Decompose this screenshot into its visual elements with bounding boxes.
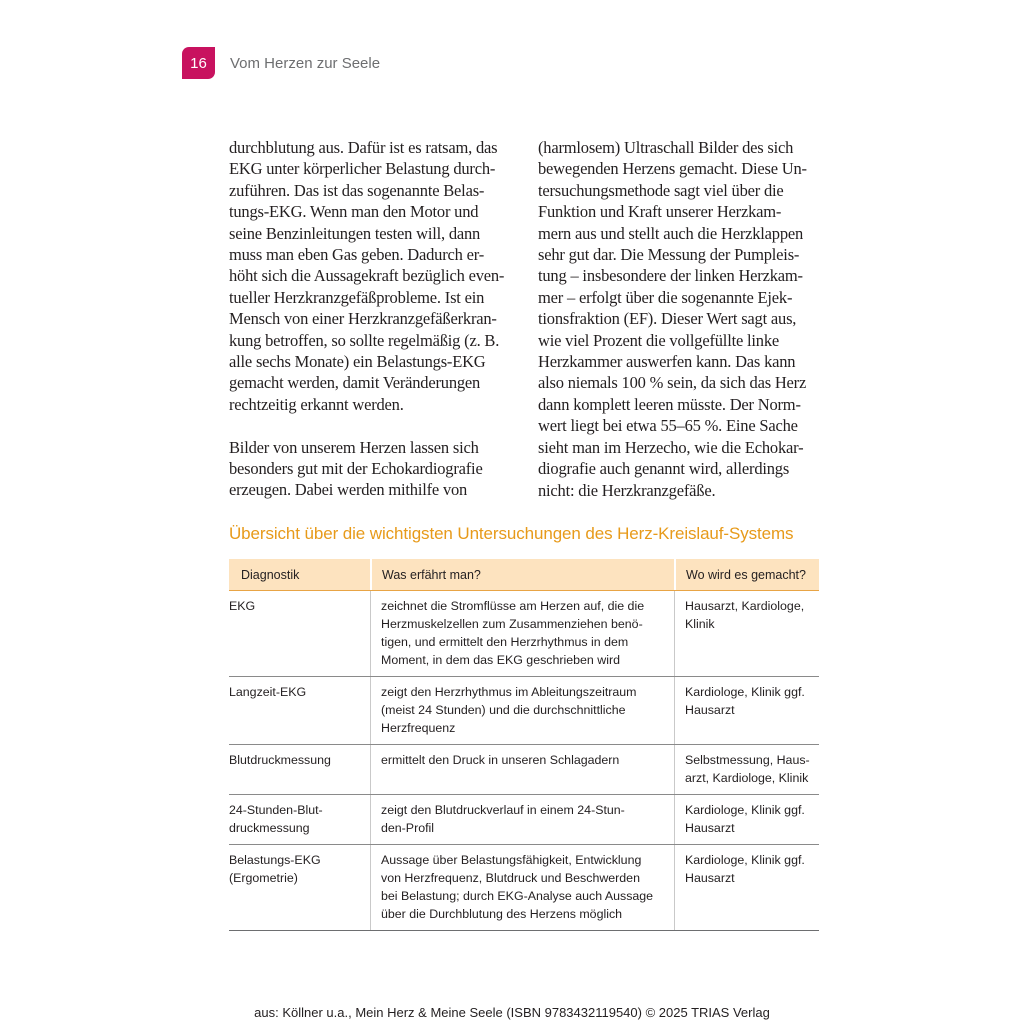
cell-wo-wird-es-gemacht — [674, 745, 819, 794]
text-line: wie viel Prozent die vollgefüllte linke — [538, 330, 780, 350]
cell-line: Kardiologe, Klinik ggf. — [685, 853, 805, 867]
cell-line: Blutdruckmessung — [229, 753, 331, 767]
cell-diagnostik — [229, 677, 370, 744]
cell-line: bei Belastung; durch EKG-Analyse auch Aussage — [381, 889, 654, 903]
text-line: tionsfraktion (EF). Dieser Wert sagt aus, — [538, 309, 797, 329]
text-line: dann komplett leeren müsste. Der Norm- — [538, 394, 801, 414]
header-was-erfaehrt-man: Was erfährt man? — [370, 559, 674, 590]
cell-line: tigen, und ermittelt den Herzrhythmus in dem — [381, 635, 629, 649]
cell-was-erfaehrt-man — [370, 591, 674, 676]
text-line: Funktion und Kraft unserer Herzkam- — [538, 202, 782, 222]
cell-line: druckmessung — [229, 821, 310, 835]
text-line: durchblutung aus. Dafür ist es ratsam, das — [229, 138, 498, 157]
cell-line: 24-Stunden-Blut- — [229, 803, 323, 817]
source-footer: aus: Köllner u.a., Mein Herz & Meine Seele (ISBN 9783432119540) © 2025 TRIAS Verlag — [254, 1005, 770, 1020]
cell-line: Kardiologe, Klinik ggf. — [685, 685, 805, 699]
text-line: tungs-EKG. Wenn man den Motor und — [229, 202, 479, 222]
text-line: wert liegt bei etwa 55–65 %. Eine Sache — [538, 416, 798, 436]
paragraph-gap — [229, 415, 529, 436]
text-line: Mensch von einer Herzkranzgefäßerkran- — [229, 309, 497, 329]
cell-wo-wird-es-gemacht — [674, 591, 819, 676]
cell-line: von Herzfrequenz, Blutdruck und Beschwerden — [381, 871, 640, 885]
cell-line: (Ergometrie) — [229, 871, 298, 885]
cell-wo-wird-es-gemacht — [674, 677, 819, 744]
cell-was-erfaehrt-man — [370, 845, 674, 930]
text-line: bewegenden Herzens gemacht. Diese Un- — [538, 159, 807, 179]
cell-diagnostik — [229, 591, 370, 676]
cell-line: Hausarzt, Kardiologe, — [685, 599, 805, 613]
cell-line: Herzfrequenz — [381, 721, 456, 735]
text-line: alle sechs Monate) ein Belastungs-EKG — [229, 352, 486, 372]
text-line: muss man eben Gas geben. Dadurch er- — [229, 245, 485, 265]
table-body — [229, 591, 819, 931]
right-column — [538, 137, 828, 501]
cell-line: Selbstmessung, Haus- — [685, 753, 810, 767]
table-row — [229, 677, 819, 745]
cell-was-erfaehrt-man — [370, 745, 674, 794]
cell-line: Kardiologe, Klinik ggf. — [685, 803, 805, 817]
text-line: höht sich die Aussagekraft bezüglich even- — [229, 266, 505, 286]
table-title: Übersicht über die wichtigsten Untersuchungen des Herz-Kreislauf-Systems — [229, 524, 794, 543]
text-line: nicht: die Herzkranzgefäße. — [538, 480, 716, 500]
text-line: EKG unter körperlicher Belastung durch- — [229, 159, 496, 179]
cell-diagnostik — [229, 745, 370, 794]
text-line: rechtzeitig erkannt werden. — [229, 394, 404, 414]
text-line: sehr gut dar. Die Messung der Pumpleis- — [538, 245, 800, 265]
header-diagnostik: Diagnostik — [229, 559, 370, 590]
cell-line: Herzmuskelzellen zum Zusammenziehen benö- — [381, 617, 643, 631]
text-line: besonders gut mit der Echokardiografie — [229, 459, 483, 479]
cell-line: Hausarzt — [685, 821, 735, 835]
running-head: Vom Herzen zur Seele — [230, 55, 381, 72]
cell-line: Moment, in dem das EKG geschrieben wird — [381, 653, 620, 667]
cell-wo-wird-es-gemacht — [674, 845, 819, 930]
table-header — [229, 559, 819, 591]
cell-line: Hausarzt — [685, 871, 735, 885]
cell-line: zeigt den Herzrhythmus im Ableitungszeitraum — [381, 685, 637, 699]
cell-line: Langzeit-EKG — [229, 685, 307, 699]
text-line: sieht man im Herzecho, wie die Echokar- — [538, 437, 804, 457]
text-line: Herzkammer auswerfen kann. Das kann — [538, 352, 796, 372]
cell-wo-wird-es-gemacht — [674, 795, 819, 844]
text-line: kung betroffen, so sollte regelmäßig (z. B. — [229, 330, 500, 350]
left-column — [229, 137, 529, 501]
text-line: tung – insbesondere der linken Herzkam- — [538, 266, 803, 286]
text-line: also niemals 100 % sein, da sich das Herz — [538, 373, 807, 393]
table-row — [229, 591, 819, 677]
cell-line: Hausarzt — [685, 703, 735, 717]
text-line: mer – erfolgt über die sogenannte Ejek- — [538, 287, 793, 307]
text-line: gemacht werden, damit Veränderungen — [229, 373, 481, 393]
cell-line: zeigt den Blutdruckverlauf in einem 24-Stun- — [381, 803, 625, 817]
cell-line: arzt, Kardiologe, Klinik — [685, 771, 809, 785]
cell-line: Belastungs-EKG — [229, 853, 321, 867]
cell-line: zeichnet die Stromflüsse am Herzen auf, die die — [381, 599, 645, 613]
text-line: mern aus und stellt auch die Herzklappen — [538, 223, 804, 243]
text-line: (harmlosem) Ultraschall Bilder des sich — [538, 138, 794, 157]
examinations-table — [229, 559, 819, 931]
cell-was-erfaehrt-man — [370, 677, 674, 744]
cell-was-erfaehrt-man — [370, 795, 674, 844]
cell-line: Aussage über Belastungsfähigkeit, Entwicklung — [381, 853, 642, 867]
cell-line: über die Durchblutung des Herzens möglich — [381, 907, 623, 921]
cell-line: Klinik — [685, 617, 715, 631]
table-row — [229, 745, 819, 795]
cell-line: ermittelt den Druck in unseren Schlagadern — [381, 753, 620, 767]
table-row — [229, 795, 819, 845]
table-row — [229, 845, 819, 931]
text-line: tersuchungsmethode sagt viel über die — [538, 180, 784, 200]
cell-line: EKG — [229, 599, 256, 613]
text-line: zuführen. Das ist das sogenannte Belas- — [229, 180, 485, 200]
text-line: Bilder von unserem Herzen lassen sich — [229, 437, 479, 457]
cell-line: den-Profil — [381, 821, 435, 835]
text-line: seine Benzinleitungen testen will, dann — [229, 223, 481, 243]
text-line: diografie auch genannt wird, allerdings — [538, 459, 790, 479]
header-wo-wird-es-gemacht: Wo wird es gemacht? — [674, 559, 819, 590]
cell-line: (meist 24 Stunden) und die durchschnittliche — [381, 703, 626, 717]
page-number-badge: 16 — [182, 47, 215, 79]
text-line: erzeugen. Dabei werden mithilfe von — [229, 480, 468, 500]
cell-diagnostik — [229, 795, 370, 844]
text-line: tueller Herzkranzgefäßprobleme. Ist ein — [229, 287, 485, 307]
cell-diagnostik — [229, 845, 370, 930]
